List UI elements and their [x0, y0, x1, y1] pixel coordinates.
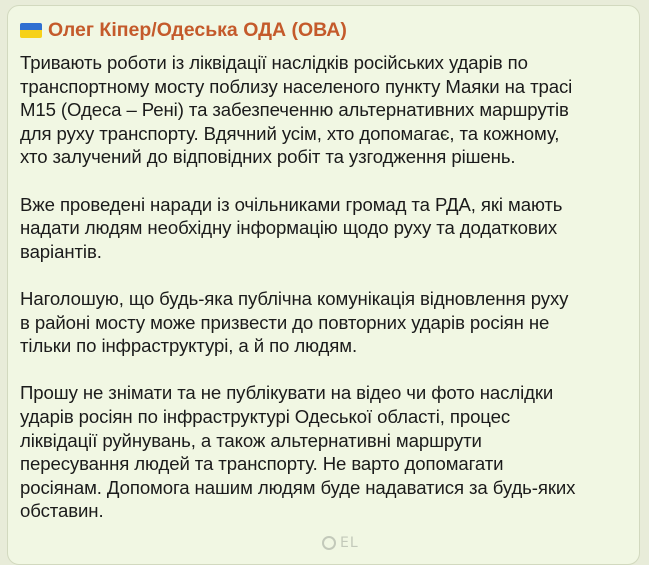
ukraine-flag-icon: [20, 23, 42, 38]
watermark: [322, 533, 359, 553]
message-paragraph: Тривають роботи із ліквідації наслідків російських ударів по транспортному мосту поблизу населеного пункту Маяки на трасі М15 (Одеса – Рені) та забезпеченню альтернативних маршрутів для руху транспорту. Вдячний усім, хто допомагає, та кожному, хто залучений до відповідних робіт та узгодження рішень.: [20, 52, 573, 168]
message-text: [20, 51, 627, 523]
watermark-text: EL: [340, 535, 359, 551]
message-bubble: [7, 5, 640, 565]
message-paragraph: Прошу не знімати та не публікувати на відео чи фото наслідки ударів росіян по інфраструктурі Одеської області, процес ліквідації руйнувань, а також альтернативні маршрути пересування людей та транспорту. Не варто допомагати росіянам. Допомога нашим людям буде надаватися за будь-яких обставин.: [20, 382, 576, 522]
watermark-logo-icon: [322, 536, 336, 550]
sender-name[interactable]: Олег Кіпер/Одеська ОДА (ОВА): [48, 18, 347, 41]
message-paragraph: Вже проведені наради із очільниками громад та РДА, які мають надати людям необхідну інформацію щодо руху та додаткових варіантів.: [20, 193, 563, 262]
message-header: [20, 16, 627, 44]
message-paragraph: Наголошую, що будь-яка публічна комунікація відновлення руху в районі мосту може призвести до повторних ударів росіян не тільки по інфраструктурі, а й по людям.: [20, 287, 569, 357]
